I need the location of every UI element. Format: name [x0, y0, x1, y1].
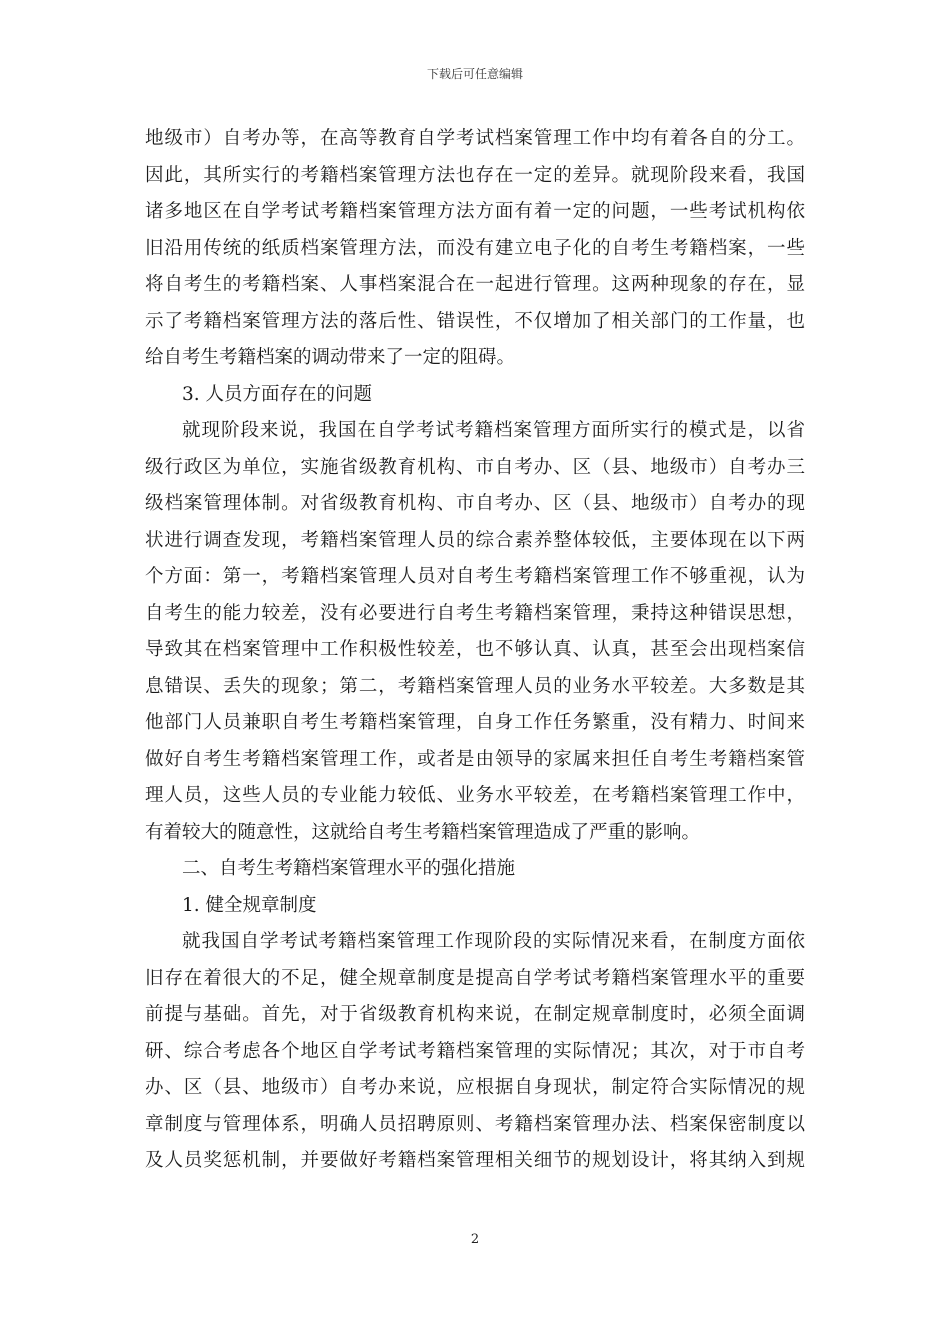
text-line: 因此，其所实行的考籍档案管理方法也存在一定的差异。就现阶段来看，我国 — [145, 164, 805, 186]
text-line: 及人员奖惩机制，并要做好考籍档案管理相关细节的规划设计，将其纳入到规 — [145, 1150, 805, 1171]
text-line: 将自考生的考籍档案、人事档案混合在一起进行管理。这两种现象的存在，显 — [145, 274, 805, 295]
text-line: 示了考籍档案管理方法的落后性、错误性，不仅增加了相关部门的工作量，也 — [145, 310, 805, 332]
text-line: 研、综合考虑各个地区自学考试考籍档案管理的实际情况；其次，对于市自考 — [145, 1040, 805, 1062]
text-line: 导致其在档案管理中工作积极性较差，也不够认真、认真，甚至会出现档案信 — [145, 639, 805, 660]
page-footer — [0, 1232, 950, 1248]
text-line: 做好自考生考籍档案管理工作，或者是由领导的家属来担任自考生考籍档案管 — [145, 748, 805, 770]
text-line: 办、区（县、地级市）自考办来说，应根据自身现状，制定符合实际情况的规 — [145, 1077, 805, 1098]
text-line: 理人员，这些人员的专业能力较低、业务水平较差，在考籍档案管理工作中， — [145, 785, 805, 806]
text-line: 息错误、丢失的现象；第二，考籍档案管理人员的业务水平较差。大多数是其 — [145, 675, 805, 697]
text-line: 前提与基础。首先，对于省级教育机构来说，在制定规章制度时，必须全面调 — [145, 1004, 805, 1025]
header-text: 下载后可任意编辑 — [426, 67, 523, 81]
text-line: 地级市）自考办等，在高等教育自学考试档案管理工作中均有着各自的分工。 — [145, 128, 805, 149]
text-line: 有着较大的随意性，这就给自考生考籍档案管理造成了严重的影响。 — [145, 821, 701, 843]
text-line: 就我国自学考试考籍档案管理工作现阶段的实际情况来看，在制度方面依 — [182, 931, 805, 952]
section-heading: 1. 健全规章制度 — [182, 894, 317, 916]
text-line: 旧沿用传统的纸质档案管理方法，而没有建立电子化的自考生考籍档案，一些 — [145, 237, 805, 259]
page-header — [0, 66, 950, 82]
text-line: 旧存在着很大的不足，健全规章制度是提高自学考试考籍档案管理水平的重要 — [145, 967, 805, 989]
text-line: 诸多地区在自学考试考籍档案管理方法方面有着一定的问题，一些考试机构依 — [145, 201, 805, 222]
section-heading: 3. 人员方面存在的问题 — [182, 383, 373, 405]
page-number: 2 — [470, 1232, 480, 1247]
text-line: 级行政区为单位，实施省级教育机构、市自考办、区（县、地级市）自考办三 — [145, 456, 805, 478]
text-line: 他部门人员兼职自考生考籍档案管理，自身工作任务繁重，没有精力、时间来 — [145, 712, 805, 733]
section-heading: 二、自考生考籍档案管理水平的强化措施 — [182, 858, 516, 879]
text-line: 章制度与管理体系，明确人员招聘原则、考籍档案管理办法、档案保密制度以 — [145, 1113, 805, 1135]
text-line: 给自考生考籍档案的调动带来了一定的阻碍。 — [145, 347, 516, 368]
text-line: 状进行调查发现，考籍档案管理人员的综合素养整体较低，主要体现在以下两 — [145, 529, 805, 551]
text-line: 就现阶段来说，我国在自学考试考籍档案管理方面所实行的模式是，以省 — [182, 420, 805, 441]
document-body — [145, 121, 805, 1180]
text-line: 级档案管理体制。对省级教育机构、市自考办、区（县、地级市）自考办的现 — [145, 493, 805, 514]
text-line: 自考生的能力较差，没有必要进行自考生考籍档案管理，秉持这种错误思想， — [145, 602, 805, 624]
text-line: 个方面：第一，考籍档案管理人员对自考生考籍档案管理工作不够重视，认为 — [145, 566, 805, 587]
